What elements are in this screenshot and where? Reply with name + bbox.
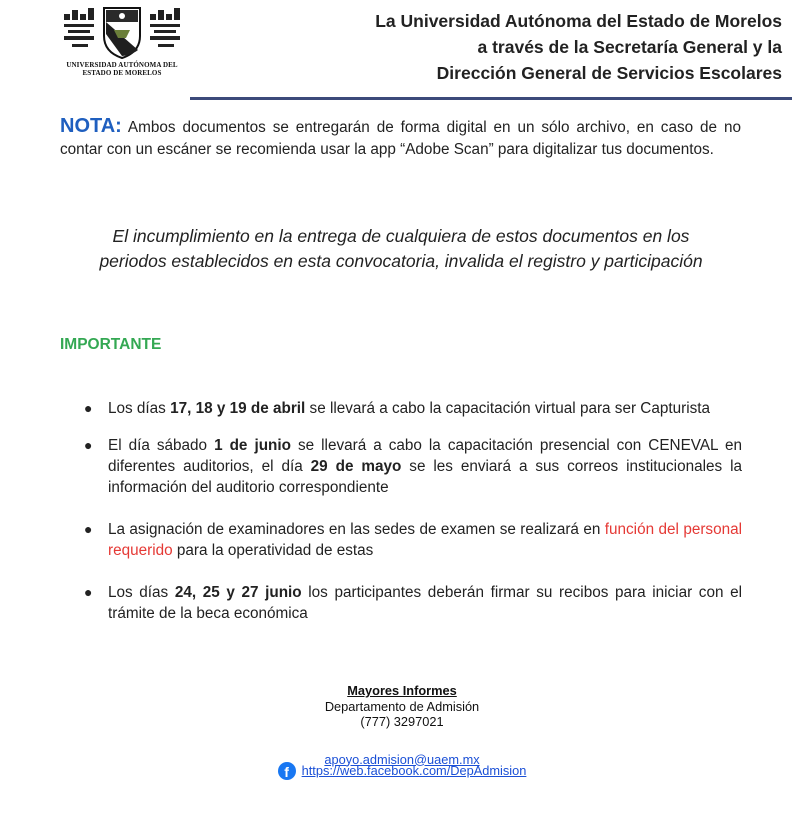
warning-line-1: El incumplimiento en la entrega de cualquiera de estos documentos en los [112, 226, 690, 246]
bullet-icon: ● [84, 437, 93, 453]
facebook-row [0, 762, 804, 780]
facebook-icon: f [278, 762, 296, 780]
facebook-link[interactable]: https://web.facebook.com/DepAdmision [301, 763, 527, 778]
nota-text: Ambos documentos se entregarán de forma digital en un sólo archivo, en caso de no contar con un escáner se recomienda usar la app “Adobe Scan” para digitalizar tus documentos. [60, 119, 741, 158]
bullet-icon: ● [84, 584, 93, 600]
university-seal-icon [60, 4, 184, 60]
contact-footer [0, 683, 804, 767]
highlighted-text: función del personal requerido [108, 521, 742, 559]
title-line-1: La Universidad Autónoma del Estado de Morelos [375, 11, 782, 31]
list-item: ● Los días 24, 25 y 27 junio los participantes deberán firmar su recibos para iniciar con el trámite de la beca económica [84, 584, 742, 622]
university-name-label: UNIVERSIDAD AUTÓNOMA DEL ESTADO DE MORELOS [66, 61, 178, 77]
bullet-icon: ● [84, 521, 93, 537]
important-list [60, 398, 742, 624]
list-item: ● La asignación de examinadores en las sedes de examen se realizará en función del personal requerido para la operatividad de estas [84, 521, 742, 559]
title-line-2: a través de la Secretaría General y la [477, 37, 782, 57]
warning-line-2: periodos establecidos en esta convocatoria, invalida el registro y participación [99, 251, 703, 271]
footer-heading: Mayores Informes [347, 683, 457, 698]
footer-phone: (777) 3297021 [360, 714, 444, 729]
header-divider [190, 97, 792, 100]
bullet-icon: ● [84, 400, 93, 416]
nota-label: NOTA: [60, 115, 122, 137]
list-item: ● Los días 17, 18 y 19 de abril se llevará a cabo la capacitación virtual para ser Capturista [84, 400, 711, 417]
warning-paragraph [60, 224, 742, 274]
importante-heading: IMPORTANTE [60, 336, 162, 353]
title-line-3: Dirección General de Servicios Escolares [436, 63, 782, 83]
document-title [262, 8, 782, 86]
email-link[interactable]: apoyo.admision@uaem.mx [324, 751, 480, 767]
nota-paragraph [60, 115, 741, 161]
footer-department: Departamento de Admisión [324, 698, 480, 714]
university-logo [60, 4, 184, 82]
list-item: ● El día sábado 1 de junio se llevará a cabo la capacitación presencial con CENEVAL en diferentes auditorios, el día 29 de mayo se les enviará a sus correos institucionales la información del auditorio correspondiente [84, 437, 742, 496]
